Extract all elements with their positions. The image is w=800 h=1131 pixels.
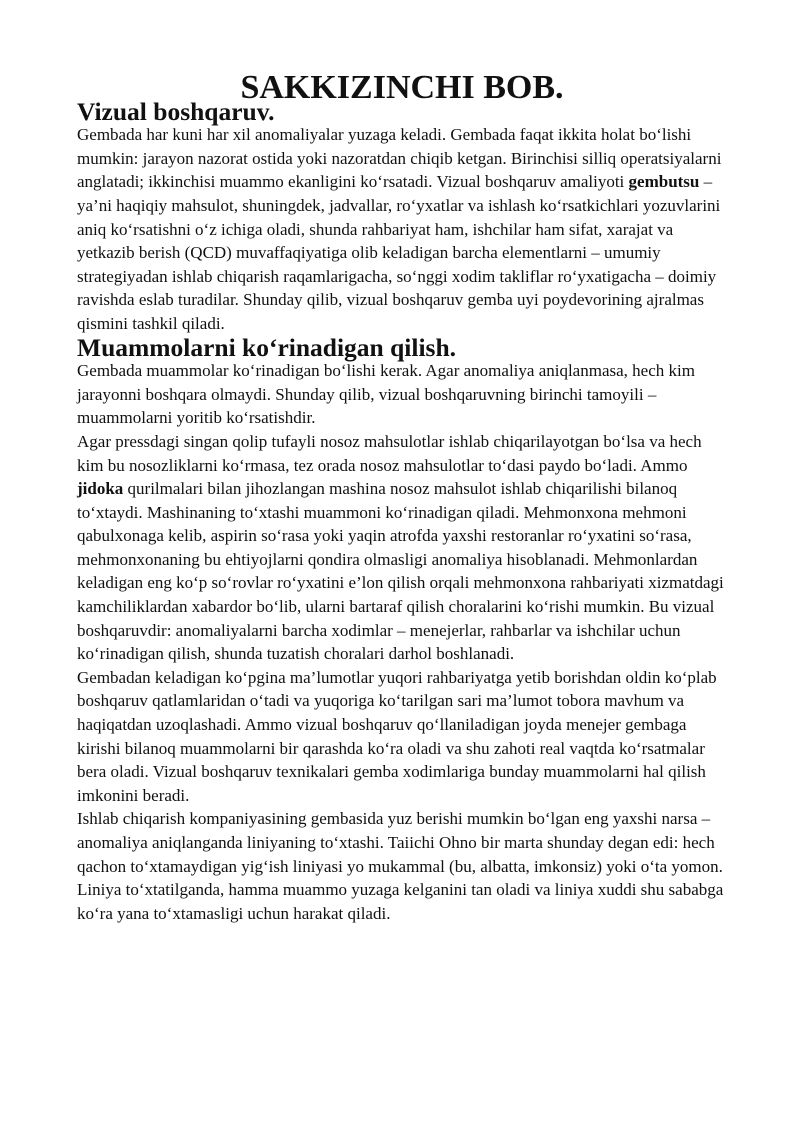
term-gembutsu: gembutsu xyxy=(628,172,700,192)
paragraph-text: – ya’ni haqiqiy mahsulot, shuningdek, jadvallar, ro‘yxatlar va ishlash ko‘rsatkichlari yozuvlarini aniq ko‘rsatishni o‘z ichiga oladi, shunda rahbariyat ham, ishchilar ham sifat, xarajat va yetkazib berish (QCD) muvaffaqiyatiga olib keladigan barcha elementlarni – umumiy strategiyadan ishlab chiqarish raqamlarigacha, so‘nggi xodim takliflar ro‘yxatigacha – doimiy ravishda eslab turadilar. Shunday qilib, vizual boshqaruv gemba uyi poydevorining ajralmas qismini tashkil qiladi. xyxy=(77,172,721,333)
paragraph-problems-visible: Gembada muammolar ko‘rinadigan bo‘lishi kerak. Agar anomaliya aniqlanmasa, hech kim jarayonni boshqara olmaydi. Shunday qilib, vizual boshqaruvning birinchi tamoyili – muammolarni yoritib ko‘rsatishdir. xyxy=(77,361,695,428)
chapter-title: SAKKIZINCHI BOB. xyxy=(240,69,564,106)
term-jidoka: jidoka xyxy=(77,479,124,499)
paragraph-text: Gembada har kuni har xil anomaliyalar yuzaga keladi. Gembada faqat ikkita holat bo‘lishi mumkin: jarayon nazorat ostida yoki nazoratdan chiqib ketgan. Birinchisi silliq operatsiyalarni anglatadi; ikkinchisi muammo ekanligini ko‘rsatadi. Vizual boshqaruv amaliyoti xyxy=(77,125,722,192)
paragraph-information-layers: Gembadan keladigan ko‘pgina ma’lumotlar yuqori rahbariyatga yetib borishdan oldin ko‘plab boshqaruv qatlamlaridan o‘tadi va yuqoriga ko‘tarilgan sari ma’lumot tobora mavhum va haqiqatdan uzoqlashadi. Ammo vizual boshqaruv qo‘llaniladigan joyda menejer gembaga kirishi bilanoq muammolarni bir qarashda ko‘ra oladi va shu zahoti real vaqtda ko‘rsatmalar bera oladi. Vizual boshqaruv texnikalari gemba xodimlariga bunday muammolarni hal qilish imkonini beradi. xyxy=(77,667,717,805)
paragraph-text: Agar pressdagi singan qolip tufayli nosoz mahsulotlar ishlab chiqarilayotgan bo‘lsa va hech kim bu nosozliklarni ko‘rmasa, tez orada nosoz mahsulotlar to‘dasi paydo bo‘ladi. Ammo xyxy=(77,431,702,475)
paragraph-visual-management xyxy=(77,123,727,335)
paragraph-line-stop: Ishlab chiqarish kompaniyasining gembasida yuz berishi mumkin bo‘lgan eng yaxshi narsa – anomaliya aniqlanganda liniyaning to‘xtashi. Taiichi Ohno bir marta shunday degan edi: hech qachon to‘xtamaydigan yig‘ish liniyasi yo mukammal (bu, albatta, imkonsiz) yoki o‘ta yomon. Liniya to‘xtatilganda, hamma muammo yuzaga kelganini tan oladi va liniya xuddi shu sababga ko‘ra yana to‘xtamasligi uchun harakat qiladi. xyxy=(77,809,724,923)
section-heading-visual-management: Vizual boshqaruv. xyxy=(77,96,275,126)
paragraph-jidoka xyxy=(77,430,727,666)
document-page xyxy=(77,69,727,925)
paragraph-text: qurilmalari bilan jihozlangan mashina nosoz mahsulot ishlab chiqarilishi bilanoq to‘xtaydi. Mashinaning to‘xtashi muammoni ko‘rinadigan qiladi. Mehmonxona mehmoni qabulxonaga kelib, aspirin so‘rasa yoki yaqin atrofda yaxshi restoranlar ro‘yxatini so‘rasa, mehmonxonaning bu ehtiyojlarni qondira olmasligi anomaliya hisoblanadi. Mehmonlardan keladigan eng ko‘p so‘rovlar ro‘yxatini e’lon qilish orqali mehmonxona rahbariyati xizmatdagi kamchiliklardan xabardor bo‘lib, ularni bartaraf qilish choralarini ko‘rishi mumkin. Bu vizual boshqaruvdir: anomaliyalarni barcha xodimlar – menejerlar, rahbarlar va ishchilar uchun ko‘rinadigan qilish, shunda tuzatish choralari darhol boshlanadi. xyxy=(77,479,724,664)
section-heading-making-problems-visible: Muammolarni ko‘rinadigan qilish. xyxy=(77,332,457,362)
